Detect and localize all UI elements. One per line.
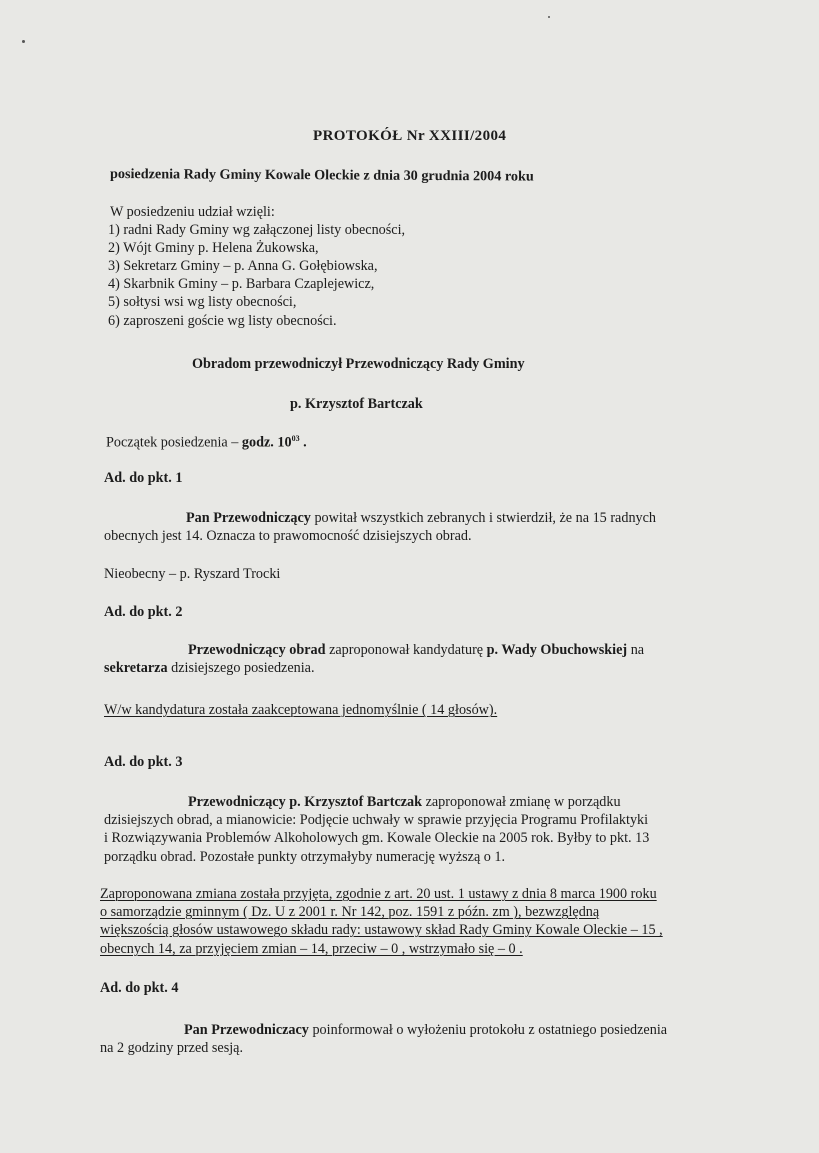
- pkt2-bold: Przewodniczący obrad: [188, 642, 326, 658]
- pkt4-line2: na 2 godziny przed sesją.: [100, 1040, 244, 1056]
- pkt2-line2: [104, 660, 315, 677]
- attendance-item: 1) radni Rady Gminy wg załączonej listy obecności,: [108, 222, 406, 238]
- attendance-item: 5) sołtysi wsi wg listy obecności,: [108, 294, 297, 310]
- chair-line: Obradom przewodniczył Przewodniczący Rady Gminy: [192, 356, 525, 372]
- attendance-intro: W posiedzeniu udział wzięli:: [110, 204, 275, 220]
- pkt3-underlined: obecnych 14, za przyjęciem zmian – 14, przeciw – 0 , wstrzymało się – 0 .: [100, 941, 523, 957]
- section-heading: Ad. do pkt. 4: [100, 980, 179, 996]
- pkt1-line2: obecnych jest 14. Oznacza to prawomocność dzisiejszych obrad.: [104, 528, 472, 544]
- pkt3-bold: Przewodniczący p. Krzysztof Bartczak: [188, 794, 423, 810]
- pkt3-line: i Rozwiązywania Problemów Alkoholowych gm. Kowale Oleckie na 2005 rok. Byłby to pkt. 13: [104, 830, 650, 846]
- secretary-role: sekretarza: [104, 660, 168, 676]
- pkt4-line1: [184, 1022, 667, 1039]
- start-time: godz. 10: [241, 434, 292, 451]
- pkt2-line1: [188, 642, 644, 659]
- pkt2-end: na: [627, 642, 645, 658]
- candidate-name: p. Wady Obuchowskiej: [486, 642, 628, 658]
- scan-speck: [548, 16, 550, 18]
- absent-note: Nieobecny – p. Ryszard Trocki: [104, 566, 281, 582]
- attendance-item: 4) Skarbnik Gminy – p. Barbara Czaplejewicz,: [108, 276, 375, 292]
- pkt4-bold: Pan Przewodniczacy: [184, 1022, 309, 1038]
- section-heading: Ad. do pkt. 2: [104, 604, 183, 620]
- document-subtitle: posiedzenia Rady Gminy Kowale Oleckie z dnia 30 grudnia 2004 roku: [109, 166, 534, 185]
- section-heading: Ad. do pkt. 3: [104, 754, 183, 770]
- pkt3-line: porządku obrad. Pozostałe punkty otrzymałyby numerację wyższą o 1.: [104, 849, 506, 865]
- pkt3-underlined: Zaproponowana zmiana została przyjęta, zgodnie z art. 20 ust. 1 ustawy z dnia 8 marca 1900 roku: [100, 886, 657, 902]
- scan-speck: [22, 40, 25, 43]
- pkt4-line1-rest: poinformował o wyłożeniu protokołu z ostatniego posiedzenia: [308, 1022, 668, 1038]
- section-heading: Ad. do pkt. 1: [104, 470, 183, 486]
- start-end: .: [303, 434, 307, 451]
- start-time-minutes: 03: [291, 434, 300, 443]
- chair-name: p. Krzysztof Bartczak: [290, 396, 423, 412]
- attendance-item: 3) Sekretarz Gminy – p. Anna G. Gołębiowska,: [108, 258, 378, 274]
- attendance-item: 6) zaproszeni goście wg listy obecności.: [108, 313, 337, 329]
- pkt1-line1-rest: powitał wszystkich zebranych i stwierdził, że na 15 radnych: [310, 510, 657, 526]
- session-start: [106, 430, 307, 452]
- pkt2-line2-rest: dzisiejszego posiedzenia.: [167, 660, 315, 676]
- pkt3-underlined: o samorządzie gminnym ( Dz. U z 2001 r. Nr 142, poz. 1591 z późn. zm ), bezwzględną: [100, 904, 600, 920]
- start-label: Początek posiedzenia –: [106, 434, 239, 451]
- pkt3-line1: [188, 794, 621, 811]
- pkt1-line1: [186, 510, 656, 527]
- pkt3-underlined: większością głosów ustawowego składu rady: ustawowy skład Rady Gminy Kowale Oleckie – 15 ,: [100, 922, 663, 938]
- pkt2-accepted: W/w kandydatura została zaakceptowana jednomyślnie ( 14 głosów).: [104, 702, 498, 718]
- pkt3-line: dzisiejszych obrad, a mianowicie: Podjęcie uchwały w sprawie przyjęcia Programu Profilaktyki: [104, 812, 649, 828]
- pkt3-line1-rest: zaproponował zmianę w porządku: [422, 794, 621, 810]
- pkt2-mid: zaproponował kandydaturę: [325, 642, 487, 658]
- attendance-item: 2) Wójt Gminy p. Helena Żukowska,: [108, 240, 319, 256]
- document-title: PROTOKÓŁ Nr XXIII/2004: [313, 128, 507, 144]
- pkt1-bold: Pan Przewodniczący: [186, 510, 311, 526]
